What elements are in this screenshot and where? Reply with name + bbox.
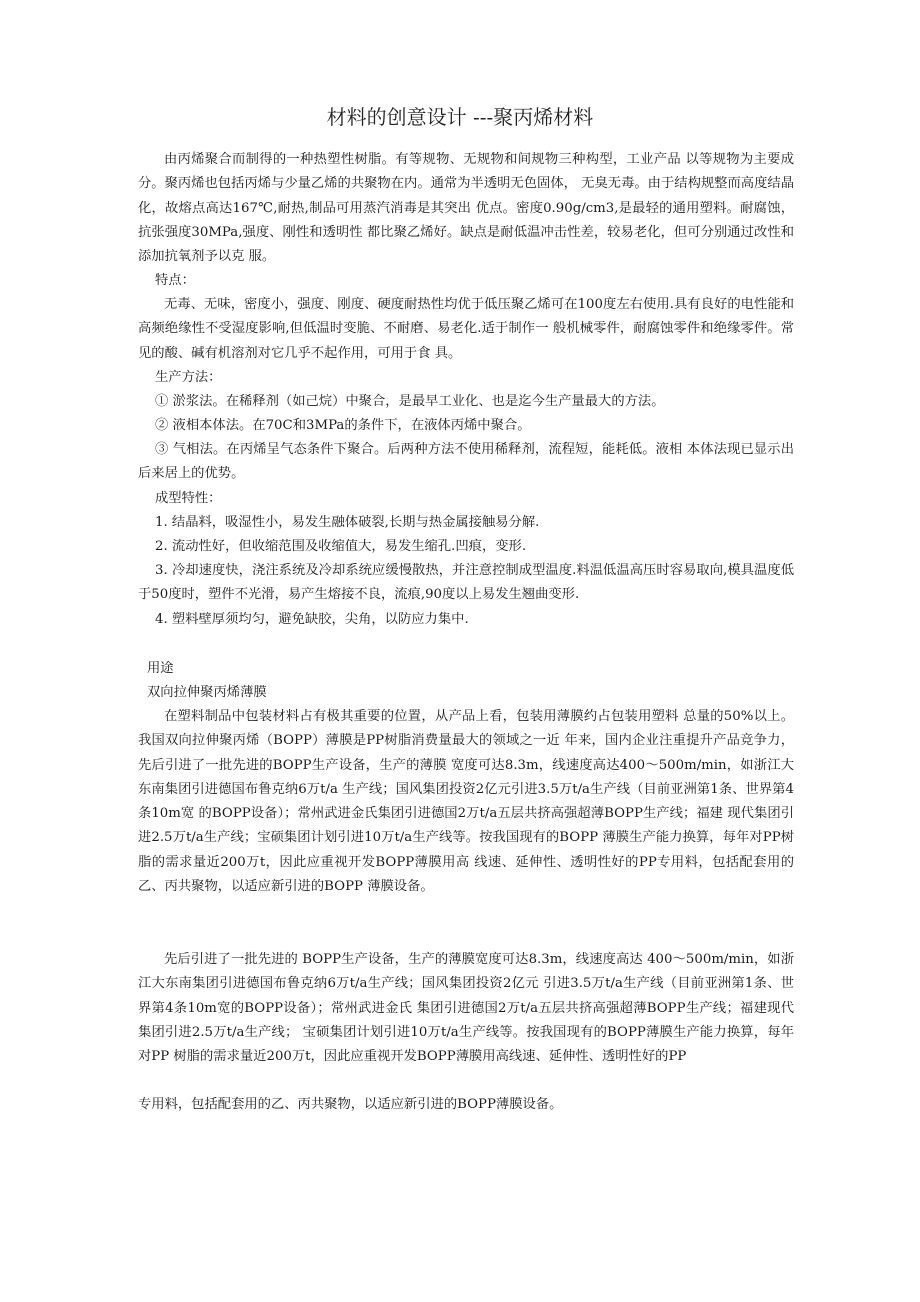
molding-item-1: 1. 结晶料，吸湿性小，易发生融体破裂,长期与热金属接触易分解. xyxy=(155,515,540,530)
production-item-1: ① 淤浆法。在稀释剂（如己烷）中聚合，是最早工业化、也是迄今生产量最大的方法。 xyxy=(155,394,665,409)
uses-paragraph-1: 在塑料制品中包装材料占有极其重要的位置，从产品上看，包装用薄膜约占包装用塑料 总量的50%以上。我国双向拉伸聚丙烯（BOPP）薄膜是PP树脂消费量最大的领域之一近 年来，国内企业注重提升产品竞争力，先后引进了一批先进的BOPP生产设备，生产的薄膜 宽度可达8.3m，线速度高达400〜500m/min，如浙江大东南集团引进德国布鲁克纳6万t/a 生产线；国风集团投资2亿元引进3.5万t/a生产线（目前亚洲第1条、世界第4条10m宽 的BOPP设备）；常州武进金氏集团引进德国2万t/a五层共挤高强超薄BOPP生产线；福建 现代集团引进2.5万t/a生产线；宝硕集团计划引进10万t/a生产线等。按我国现有的BOPP 薄膜生产能力换算，每年对PP树脂的需求量近200万t，因此应重视开发BOPP薄膜用高 线速、延伸性、透明性好的PP专用料，包括配套用的乙、丙共聚物，以适应新引进的BOPP 薄膜设备。 xyxy=(138,709,794,895)
document-title: 材料的创意设计 ---聚丙烯材料 xyxy=(326,105,594,129)
production-item-3: ③ 气相法。在丙烯呈气态条件下聚合。后两种方法不使用稀释剂，流程短，能耗低。液相 本体法现已显示出后来居上的优势。 xyxy=(138,442,794,482)
molding-item-4: 4. 塑料壁厚须均匀，避免缺胶，尖角，以防应力集中. xyxy=(155,612,469,627)
uses-heading: 用途 xyxy=(147,661,174,676)
production-heading: 生产方法： xyxy=(155,370,222,385)
uses-paragraph-2: 先后引进了一批先进的 BOPP生产设备，生产的薄膜宽度可达8.3m，线速度高达 400〜500m/min，如浙江大东南集团引进德国布鲁克纳6万t/a生产线；国风集团投资2亿元 引进3.5万t/a生产线（目前亚洲第1条、世界第4条10m宽的BOPP设备）；常州武进金氏 集团引进德国2万t/a五层共挤高强超薄BOPP生产线；福建现代集团引进2.5万t/a生产线； 宝硕集团计划引进10万t/a生产线等。按我国现有的BOPP薄膜生产能力换算，每年对PP 树脂的需求量近200万t，因此应重视开发BOPP薄膜用高线速、延伸性、透明性好的PP xyxy=(138,952,794,1065)
molding-item-3: 3. 冷却速度快，浇注系统及冷却系统应缓慢散热，并注意控制成型温度.料温低温高压时容易取向,模具温度低于50度时，塑件不光滑，易产生熔接不良，流痕,90度以上易发生翘曲变形. xyxy=(138,563,794,603)
molding-item-2: 2. 流动性好，但收缩范围及收缩值大，易发生缩孔.凹痕，变形. xyxy=(155,539,527,554)
features-heading: 特点： xyxy=(155,273,195,288)
uses-paragraph-3: 专用料，包括配套用的乙、丙共聚物，以适应新引进的BOPP薄膜设备。 xyxy=(138,1097,563,1112)
molding-heading: 成型特性： xyxy=(155,491,222,506)
intro-paragraph: 由丙烯聚合而制得的一种热塑性树脂。有等规物、无规物和间规物三种构型，工业产品 以等规物为主要成分。聚丙烯也包括丙烯与少量乙烯的共聚物在内。通常为半透明无色固体， 无臭无毒。由于结构规整而高度结晶化，故熔点高达167℃,耐热,制品可用蒸汽消毒是其突出 优点。密度0.90g/cm3,是最轻的通用塑料。耐腐蚀，抗张强度30MPa,强度、刚性和透明性 都比聚乙烯好。缺点是耐低温冲击性差，较易老化，但可分别通过改性和添加抗氧剂予以克 服。 xyxy=(138,152,794,265)
uses-subheading: 双向拉伸聚丙烯薄膜 xyxy=(147,685,267,700)
features-paragraph: 无毒、无味，密度小，强度、刚度、硬度耐热性均优于低压聚乙烯可在100度左右使用.具有良好的电性能和高频绝缘性不受湿度影响,但低温时变脆、不耐磨、易老化.适于制作一 般机械零件，耐腐蚀零件和绝缘零件。常见的酸、碱有机溶剂对它几乎不起作用，可用于食 具。 xyxy=(138,297,794,361)
production-item-2: ② 液相本体法。在70C和3MPa的条件下，在液体丙烯中聚合。 xyxy=(155,418,531,433)
